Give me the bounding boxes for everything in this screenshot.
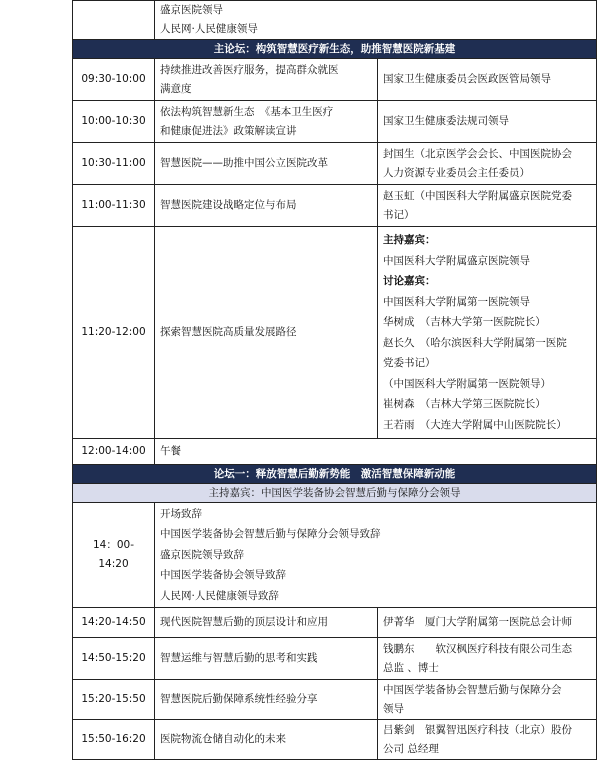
speaker-cell [378, 680, 597, 720]
speaker-cell [378, 143, 597, 185]
topic-cell [155, 680, 378, 720]
table-row [73, 439, 597, 465]
speaker-line: 中国医科大学附属第一医院领导 [383, 295, 530, 308]
speaker-cell [378, 638, 597, 680]
topic-line: 医院物流仓储自动化的未来 [160, 733, 286, 745]
main-forum-title: 主论坛：构筑智慧医疗新生态，助推智慧医院新基建 [73, 40, 597, 59]
speaker-line: 吕紫剑 银翼智迅医疗科技（北京）股份 [383, 723, 572, 736]
topic-cell [155, 185, 378, 227]
table-row [73, 720, 597, 760]
topic-cell [155, 720, 378, 760]
time-cell [73, 503, 155, 608]
speaker-line: 总监 、博士 [383, 661, 439, 674]
speaker-line: 赵玉虹（中国医科大学附属盛京医院党委 [383, 189, 572, 202]
topic-cell [155, 101, 378, 143]
topic-line: 智慧医院建设战略定位与布局 [160, 199, 297, 211]
forum-one-host: 主持嘉宾：中国医学装备协会智慧后勤与保障分会领导 [73, 484, 597, 503]
topic-line: 智慧医院后勤保障系统性经验分享 [160, 693, 318, 705]
topic-line: 智慧运维与智慧后勤的思考和实践 [160, 652, 318, 664]
speaker-cell [378, 720, 597, 760]
table-row [73, 680, 597, 720]
topic-line: 依法构筑智慧新生态 《基本卫生医疗 [160, 105, 334, 118]
time-line: 14：00- [92, 539, 134, 551]
speaker-line: 公司 总经理 [383, 742, 439, 755]
host-label: 主持嘉宾： [383, 234, 436, 246]
table-row [73, 638, 597, 680]
table-row [73, 101, 597, 143]
topic-line: 满意度 [160, 82, 192, 95]
section-header [73, 40, 597, 59]
speaker-line: 书记） [383, 208, 415, 221]
topic-line: 持续推进改善医疗服务，提高群众就医 [160, 63, 339, 76]
speaker-line: （中国医科大学附属第一医院领导） [383, 377, 551, 390]
topic-line: 现代医院智慧后勤的顶层设计和应用 [160, 616, 328, 628]
speaker-cell [378, 101, 597, 143]
table-row [73, 185, 597, 227]
time-cell: 10:00-10:30 [73, 101, 155, 143]
speaker-line: 伊菁华 厦门大学附属第一医院总会计师 [383, 616, 572, 628]
topic-line: 智慧医院——助推中国公立医院改革 [160, 157, 328, 169]
topic-line: 人民网·人民健康领导致辞 [160, 589, 279, 602]
topic-cell [155, 59, 378, 101]
speaker-line: 华树成 （吉林大学第一医院院长） [383, 316, 546, 328]
section-subheader [73, 484, 597, 503]
list-item: 人民网·人民健康领导 [160, 23, 258, 35]
topic-line: 和健康促进法》政策解读宣讲 [160, 124, 297, 137]
speaker-line: 中国医科大学附属盛京医院领导 [383, 254, 530, 267]
table-row [73, 1, 597, 40]
agenda-table [72, 0, 597, 760]
section-header [73, 465, 597, 484]
speaker-line: 中国医学装备协会智慧后勤与保障分会 [383, 683, 562, 696]
speaker-cell [378, 608, 597, 638]
topic-line: 中国医学装备协会领导致辞 [160, 569, 286, 582]
speaker-line: 国家卫生健康委法规司领导 [383, 115, 509, 127]
table-row [73, 227, 597, 439]
time-cell: 09:30-10:00 [73, 59, 155, 101]
speaker-line: 国家卫生健康委员会医政医管局领导 [383, 73, 551, 85]
speaker-cell [378, 227, 597, 439]
topic-cell [155, 638, 378, 680]
topic-cell [155, 608, 378, 638]
topic-cell [155, 1, 597, 40]
time-cell: 11:00-11:30 [73, 185, 155, 227]
time-cell: 14:20-14:50 [73, 608, 155, 638]
time-line: 14:20 [98, 558, 129, 570]
table-row [73, 608, 597, 638]
time-cell: 11:20-12:00 [73, 227, 155, 439]
forum-one-title: 论坛一：释放智慧后勤新势能 激活智慧保障新动能 [73, 465, 597, 484]
speaker-line: 人力资源专业委员会主任委员） [383, 166, 530, 179]
speaker-line: 王若雨 （大连大学附属中山医院院长） [383, 418, 567, 431]
topic-line: 中国医学装备协会智慧后勤与保障分会领导致辞 [160, 528, 381, 541]
table-row [73, 59, 597, 101]
topic-line: 探索智慧医院高质量发展路径 [160, 326, 297, 338]
speaker-line: 领导 [383, 702, 404, 715]
table-row [73, 503, 597, 608]
time-cell: 10:30-11:00 [73, 143, 155, 185]
topic-line: 盛京医院领导致辞 [160, 548, 244, 561]
speaker-cell [378, 59, 597, 101]
speaker-line: 封国生（北京医学会会长、中国医院协会 [383, 147, 572, 160]
time-cell: 14:50-15:20 [73, 638, 155, 680]
speaker-line: 崔树森 （吉林大学第三医院院长） [383, 398, 546, 410]
topic-cell [155, 143, 378, 185]
topic-line: 午餐 [160, 445, 181, 457]
table-row [73, 143, 597, 185]
speaker-line: 钱鹏东 软汉枫医疗科技有限公司生态 [383, 642, 572, 655]
time-cell: 12:00-14:00 [73, 439, 155, 465]
time-cell: 15:50-16:20 [73, 720, 155, 760]
time-cell [73, 1, 155, 40]
list-item: 盛京医院领导 [160, 4, 223, 16]
speaker-line: 党委书记） [383, 357, 436, 369]
topic-cell [155, 503, 597, 608]
topic-cell [155, 439, 597, 465]
panel-label: 讨论嘉宾： [383, 275, 436, 287]
time-cell: 15:20-15:50 [73, 680, 155, 720]
speaker-cell [378, 185, 597, 227]
topic-line: 开场致辞 [160, 507, 202, 520]
topic-cell [155, 227, 378, 439]
speaker-line: 赵长久 （哈尔滨医科大学附属第一医院 [383, 336, 567, 349]
